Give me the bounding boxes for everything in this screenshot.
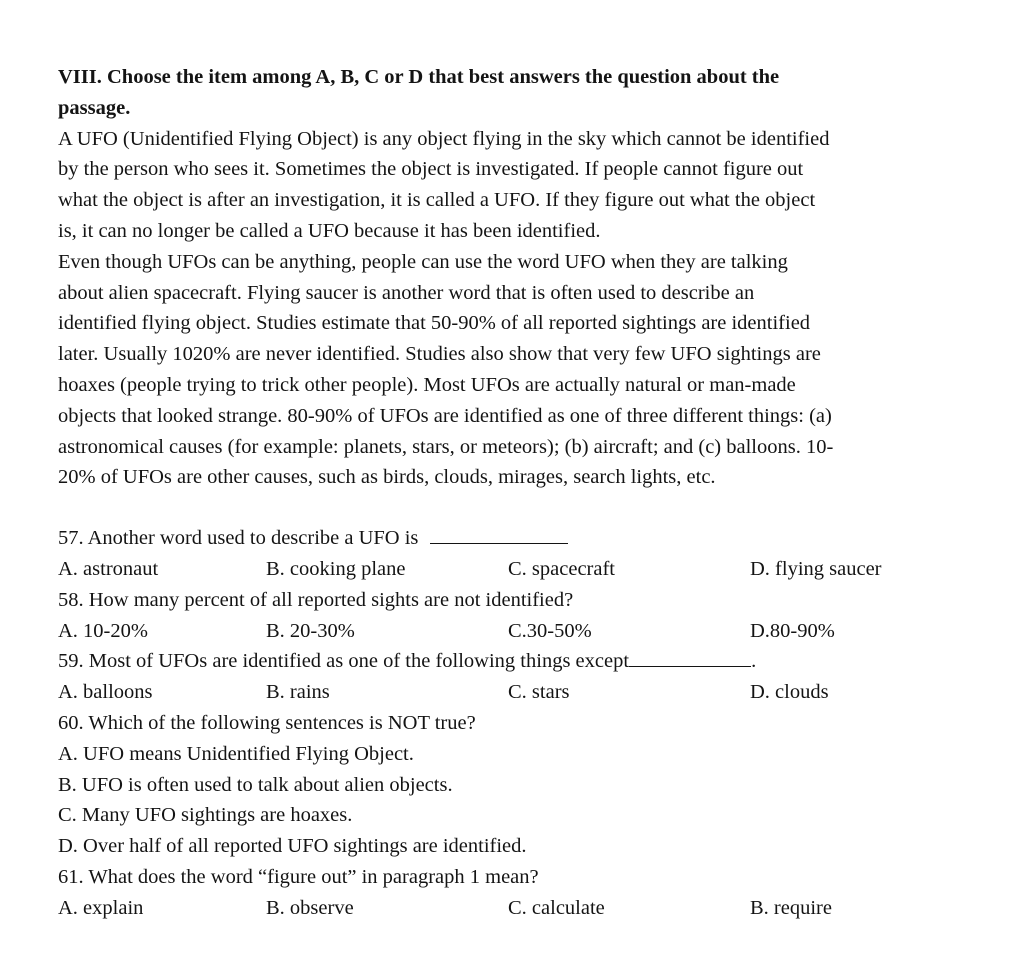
section-title-line-1: VIII. Choose the item among A, B, C or D that best answers the question about the [58,66,780,88]
option-d: D. flying saucer [750,557,882,580]
answer-blank [629,646,751,667]
question-59 [58,646,958,677]
option-c: C.30-50% [508,619,592,642]
option-a: A. balloons [58,681,153,704]
passage-line: is, it can no longer be called a UFO because it has been identified. [58,219,601,242]
passage-line: by the person who sees it. Sometimes the object is investigated. If people cannot figure out [58,158,804,181]
option-b: B. UFO is often used to talk about alien objects. [58,773,453,796]
question-60-text: 60. Which of the following sentences is NOT true? [58,711,476,734]
passage-line: Even though UFOs can be anything, people can use the word UFO when they are talking [58,250,788,273]
option-d: B. require [750,896,832,919]
option-b: B. rains [266,681,330,704]
question-58-text: 58. How many percent of all reported sights are not identified? [58,588,574,611]
question-61-options [58,893,958,924]
option-c: C. spacecraft [508,557,615,580]
question-59-end: . [751,650,757,673]
passage-line: objects that looked strange. 80-90% of UFOs are identified as one of three different things: (a) [58,404,832,427]
passage-line: A UFO (Unidentified Flying Object) is any object flying in the sky which cannot be identified [58,127,830,150]
question-58-options [58,616,958,647]
passage-paragraph-2 [58,247,958,493]
question-59-text: 59. Most of UFOs are identified as one of the following things except [58,650,630,673]
option-b: B. cooking plane [266,557,406,580]
passage-line: about alien spacecraft. Flying saucer is another word that is often used to describe an [58,281,755,304]
option-c: C. stars [508,681,570,704]
option-a: A. explain [58,896,144,919]
question-61-text: 61. What does the word “figure out” in paragraph 1 mean? [58,865,539,888]
passage-line: hoaxes (people trying to trick other people). Most UFOs are actually natural or man-made [58,373,796,396]
passage-line: later. Usually 1020% are never identified. Studies also show that very few UFO sightings are [58,343,821,366]
exercise-page [58,62,958,924]
question-57 [58,523,958,554]
option-c: C. Many UFO sightings are hoaxes. [58,804,353,827]
option-d: D. clouds [750,681,829,704]
passage-line: astronomical causes (for example: planets, stars, or meteors); (b) aircraft; and (c) balloons. 10- [58,435,834,458]
passage-paragraph-1 [58,124,958,247]
option-d: D.80-90% [750,619,835,642]
section-title-line-2: passage. [58,96,131,119]
option-c: C. calculate [508,896,605,919]
option-b: B. 20-30% [266,619,355,642]
question-59-options [58,677,958,708]
option-d: D. Over half of all reported UFO sightings are identified. [58,835,527,858]
option-b: B. observe [266,896,354,919]
question-57-text: 57. Another word used to describe a UFO is [58,527,419,550]
passage-line: 20% of UFOs are other causes, such as birds, clouds, mirages, search lights, etc. [58,466,716,489]
question-57-options [58,554,958,585]
option-a: A. 10-20% [58,619,148,642]
answer-blank [430,523,568,544]
option-a: A. astronaut [58,557,159,580]
option-a: A. UFO means Unidentified Flying Object. [58,742,414,765]
passage-line: identified flying object. Studies estimate that 50-90% of all reported sightings are identified [58,312,811,335]
passage-line: what the object is after an investigation, it is called a UFO. If they figure out what the object [58,189,816,212]
